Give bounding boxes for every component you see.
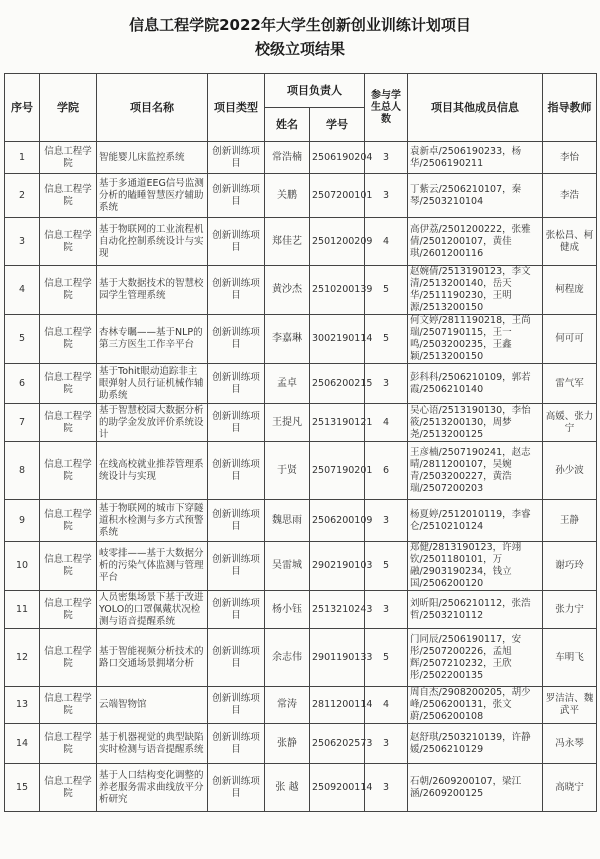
- cell-leader-name: 常涛: [265, 687, 310, 724]
- table-row: [5, 724, 597, 764]
- cell-leader-name: 郑佳艺: [265, 218, 310, 266]
- cell-index: 1: [5, 142, 40, 174]
- cell-participants: 5: [365, 629, 408, 687]
- header-student-id: 学号: [310, 108, 365, 142]
- header-leader-name: 姓名: [265, 108, 310, 142]
- cell-project-name: 基于人口结构变化调整的养老服务需求曲线放平分析研究: [97, 764, 208, 812]
- cell-leader-name: 吴雷城: [265, 542, 310, 591]
- cell-project-type: 创新训练项目: [208, 364, 265, 404]
- cell-student-id: 2902190103: [310, 542, 365, 591]
- cell-project-type: 创新训练项目: [208, 442, 265, 500]
- cell-student-id: 2506202573: [310, 724, 365, 764]
- cell-index: 15: [5, 764, 40, 812]
- cell-project-type: 创新训练项目: [208, 266, 265, 315]
- cell-members: 赵婉倩/2513190123，李文清/2513200140，岳天华/2511190230，王明源/2513200150: [408, 266, 543, 315]
- cell-participants: 3: [365, 500, 408, 542]
- cell-college: 信息工程学院: [40, 174, 97, 218]
- cell-index: 4: [5, 266, 40, 315]
- cell-index: 3: [5, 218, 40, 266]
- cell-index: 7: [5, 404, 40, 442]
- cell-participants: 3: [365, 142, 408, 174]
- cell-index: 13: [5, 687, 40, 724]
- cell-advisor: 罗洁洁、魏武平: [543, 687, 597, 724]
- cell-advisor: 高晓宁: [543, 764, 597, 812]
- cell-members: 刘昕阳/2506210112，张浩哲/2503210112: [408, 591, 543, 629]
- cell-student-id: 2513210243: [310, 591, 365, 629]
- cell-student-id: 2510200139: [310, 266, 365, 315]
- cell-project-name: 云端智物馆: [97, 687, 208, 724]
- cell-project-name: 岐零排——基于大数据分析的污染气体监测与管理平台: [97, 542, 208, 591]
- cell-members: 丁紫云/2506210107，秦琴/2503210104: [408, 174, 543, 218]
- table-row: [5, 174, 597, 218]
- cell-leader-name: 杨小钰: [265, 591, 310, 629]
- cell-student-id: 2513190121: [310, 404, 365, 442]
- cell-index: 2: [5, 174, 40, 218]
- cell-advisor: 李怡: [543, 142, 597, 174]
- cell-college: 信息工程学院: [40, 142, 97, 174]
- cell-advisor: 雷气军: [543, 364, 597, 404]
- cell-college: 信息工程学院: [40, 500, 97, 542]
- cell-project-type: 创新训练项目: [208, 404, 265, 442]
- cell-leader-name: 李嘉琳: [265, 315, 310, 364]
- table-row: [5, 687, 597, 724]
- cell-advisor: 孙少波: [543, 442, 597, 500]
- cell-project-type: 创新训练项目: [208, 500, 265, 542]
- header-college: 学院: [40, 74, 97, 142]
- cell-leader-name: 黄沙杰: [265, 266, 310, 315]
- cell-student-id: 3002190114: [310, 315, 365, 364]
- cell-advisor: 张松昌、柯健成: [543, 218, 597, 266]
- cell-project-name: 基于智能视频分析技术的路口交通场景拥堵分析: [97, 629, 208, 687]
- cell-leader-name: 王提凡: [265, 404, 310, 442]
- cell-index: 12: [5, 629, 40, 687]
- cell-members: 袁新卓/2506190233，杨华/2506190211: [408, 142, 543, 174]
- cell-project-type: 创新训练项目: [208, 174, 265, 218]
- cell-college: 信息工程学院: [40, 687, 97, 724]
- cell-members: 彭科科/2506210109，郭若霞/2506210140: [408, 364, 543, 404]
- cell-college: 信息工程学院: [40, 364, 97, 404]
- cell-student-id: 2811200114: [310, 687, 365, 724]
- table-row: [5, 218, 597, 266]
- cell-participants: 3: [365, 591, 408, 629]
- cell-advisor: 柯程庞: [543, 266, 597, 315]
- header-project-type: 项目类型: [208, 74, 265, 142]
- table-row: [5, 442, 597, 500]
- table-row: [5, 764, 597, 812]
- cell-members: 周自杰/2908200205，胡少峰/2506200131，张文蔚/2506200108: [408, 687, 543, 724]
- cell-project-type: 创新训练项目: [208, 764, 265, 812]
- cell-participants: 4: [365, 687, 408, 724]
- document-subtitle: 校级立项结果: [254, 40, 345, 58]
- cell-project-name: 杏林专瞩——基于NLP的第三方医生工作辛平台: [97, 315, 208, 364]
- cell-college: 信息工程学院: [40, 542, 97, 591]
- table-row: [5, 142, 597, 174]
- cell-leader-name: 余志伟: [265, 629, 310, 687]
- cell-leader-name: 张静: [265, 724, 310, 764]
- cell-college: 信息工程学院: [40, 764, 97, 812]
- cell-project-name: 基于智慧校园大数据分析的助学金发放评价系统设计: [97, 404, 208, 442]
- cell-participants: 5: [365, 542, 408, 591]
- cell-index: 14: [5, 724, 40, 764]
- table-row: [5, 500, 597, 542]
- cell-leader-name: 张 越: [265, 764, 310, 812]
- cell-student-id: 2901190133: [310, 629, 365, 687]
- cell-members: 杨夏婷/2512010119，李睿仑/2510210124: [408, 500, 543, 542]
- header-members: 项目其他成员信息: [408, 74, 543, 142]
- cell-participants: 3: [365, 364, 408, 404]
- table-row: [5, 629, 597, 687]
- document-title: 信息工程学院2022年大学生创新创业训练计划项目: [129, 16, 471, 34]
- cell-advisor: 谢巧玲: [543, 542, 597, 591]
- header-leader-group: 项目负责人: [265, 74, 365, 108]
- cell-project-type: 创新训练项目: [208, 629, 265, 687]
- cell-advisor: 冯永琴: [543, 724, 597, 764]
- table-row: [5, 364, 597, 404]
- cell-participants: 5: [365, 315, 408, 364]
- cell-project-type: 创新训练项目: [208, 315, 265, 364]
- table-row: [5, 315, 597, 364]
- cell-participants: 6: [365, 442, 408, 500]
- cell-index: 8: [5, 442, 40, 500]
- header-project-name: 项目名称: [97, 74, 208, 142]
- cell-advisor: 张力宁: [543, 591, 597, 629]
- cell-college: 信息工程学院: [40, 315, 97, 364]
- cell-college: 信息工程学院: [40, 404, 97, 442]
- cell-project-name: 在线高校就业推荐管理系统设计与实现: [97, 442, 208, 500]
- cell-participants: 3: [365, 764, 408, 812]
- cell-project-type: 创新训练项目: [208, 142, 265, 174]
- cell-student-id: 2507190201: [310, 442, 365, 500]
- cell-participants: 5: [365, 266, 408, 315]
- cell-college: 信息工程学院: [40, 629, 97, 687]
- table-row: [5, 591, 597, 629]
- cell-members: 石朝/2609200107，梁江涵/2609200125: [408, 764, 543, 812]
- cell-student-id: 2509200114: [310, 764, 365, 812]
- cell-student-id: 2501200209: [310, 218, 365, 266]
- cell-student-id: 2506190204: [310, 142, 365, 174]
- cell-project-name: 基于多通道EEG信号监测分析的瞌睡智慧医疗辅助系统: [97, 174, 208, 218]
- cell-index: 11: [5, 591, 40, 629]
- project-table: [4, 73, 597, 812]
- cell-index: 9: [5, 500, 40, 542]
- cell-project-type: 创新训练项目: [208, 687, 265, 724]
- table-row: [5, 542, 597, 591]
- cell-leader-name: 魏思雨: [265, 500, 310, 542]
- cell-college: 信息工程学院: [40, 724, 97, 764]
- cell-leader-name: 关鹏: [265, 174, 310, 218]
- cell-leader-name: 孟卓: [265, 364, 310, 404]
- cell-advisor: 车明飞: [543, 629, 597, 687]
- cell-members: 何文婷/2811190218，王尚瑞/2507190115，王一鸣/2503200235，王鑫颖/2513200150: [408, 315, 543, 364]
- cell-participants: 3: [365, 174, 408, 218]
- cell-project-type: 创新训练项目: [208, 724, 265, 764]
- cell-participants: 3: [365, 724, 408, 764]
- cell-project-name: 人员密集场景下基于改进YOLO的口罩佩戴状况检测与语音提醒系统: [97, 591, 208, 629]
- cell-project-name: 基于Tohit眼动追踪非主眼弹射人员行证机械作辅助系统: [97, 364, 208, 404]
- cell-index: 5: [5, 315, 40, 364]
- cell-project-type: 创新训练项目: [208, 542, 265, 591]
- table-row: [5, 266, 597, 315]
- cell-project-name: 基于物联网的工业流程机自动化控制系统设计与实现: [97, 218, 208, 266]
- cell-advisor: 何可可: [543, 315, 597, 364]
- cell-participants: 4: [365, 218, 408, 266]
- table-body: [5, 142, 597, 812]
- cell-student-id: 2506200109: [310, 500, 365, 542]
- header-index: 序号: [5, 74, 40, 142]
- header-participants: 参与学生总人数: [365, 74, 408, 142]
- cell-members: 王彦楠/2507190241，赵志晴/2811200107，吴婉青/2503200227，黄浩瑞/2507200203: [408, 442, 543, 500]
- cell-project-name: 基于机器视觉的典型缺陷实时检测与语音提醒系统: [97, 724, 208, 764]
- cell-advisor: 高媛、张力宁: [543, 404, 597, 442]
- cell-project-name: 基于物联网的城市下穿隧道积水检测与多方式预警系统: [97, 500, 208, 542]
- cell-advisor: 李浩: [543, 174, 597, 218]
- table-row: [5, 404, 597, 442]
- cell-members: 吴心语/2513190130，李怡筱/2513200130，周梦尧/2513200125: [408, 404, 543, 442]
- cell-student-id: 2507200101: [310, 174, 365, 218]
- cell-index: 10: [5, 542, 40, 591]
- cell-college: 信息工程学院: [40, 591, 97, 629]
- cell-project-name: 基于大数据技术的智慧校园学生管理系统: [97, 266, 208, 315]
- cell-college: 信息工程学院: [40, 442, 97, 500]
- cell-leader-name: 常浩楠: [265, 142, 310, 174]
- cell-student-id: 2506200215: [310, 364, 365, 404]
- cell-project-type: 创新训练项目: [208, 591, 265, 629]
- cell-members: 赵舒琪/2503210139，许静媛/2506210129: [408, 724, 543, 764]
- cell-members: 郑健/2813190123，许翊钦/2501180101，万融/2903190234，钱立国/2506200120: [408, 542, 543, 591]
- header-advisor: 指导教师: [543, 74, 597, 142]
- cell-college: 信息工程学院: [40, 218, 97, 266]
- cell-members: 高伊荔/2501200222，张雅倩/2501200107，黄佳琪/2601200116: [408, 218, 543, 266]
- cell-project-name: 智能婴儿床监控系统: [97, 142, 208, 174]
- cell-index: 6: [5, 364, 40, 404]
- cell-members: 门同辰/2506190117，安彤/2507200226，孟旭辉/2507210232，王欣彤/2502200135: [408, 629, 543, 687]
- cell-project-type: 创新训练项目: [208, 218, 265, 266]
- cell-advisor: 王静: [543, 500, 597, 542]
- cell-participants: 4: [365, 404, 408, 442]
- cell-college: 信息工程学院: [40, 266, 97, 315]
- cell-leader-name: 于贤: [265, 442, 310, 500]
